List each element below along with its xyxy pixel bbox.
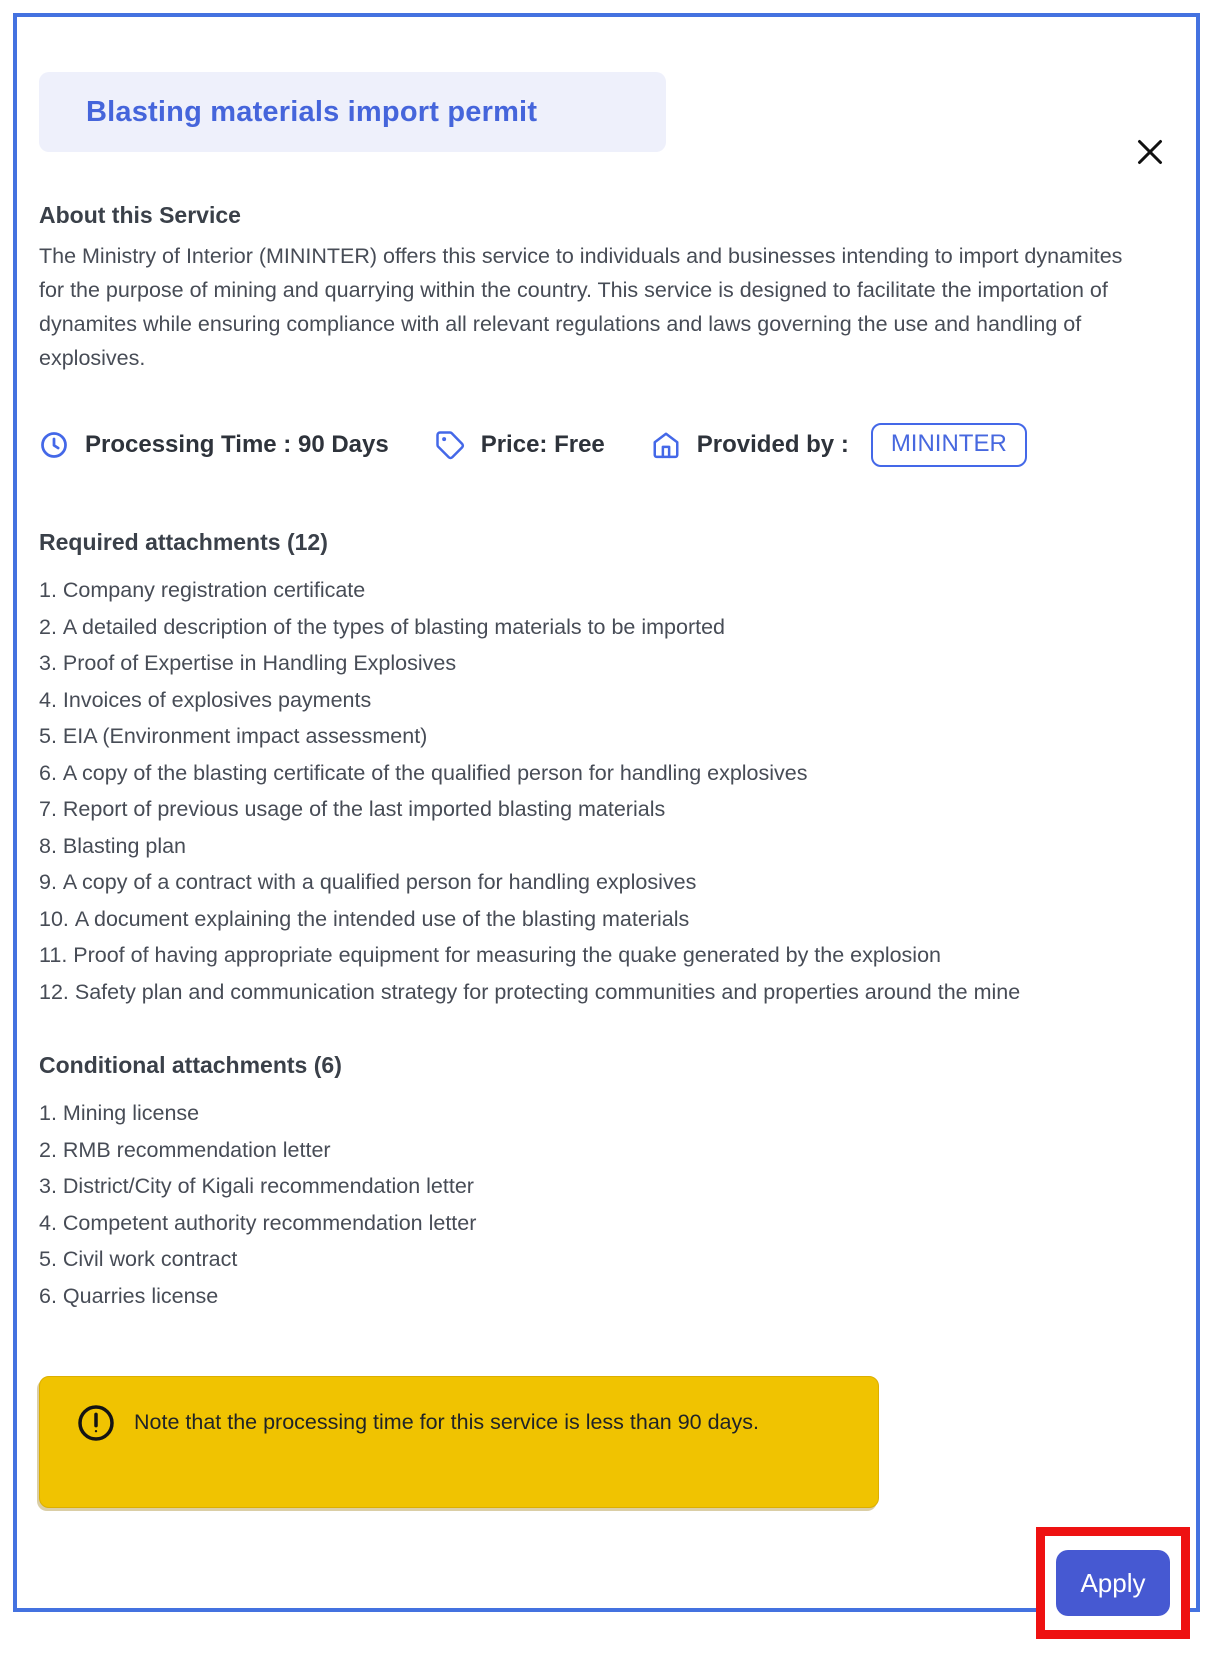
conditional-attachments-list: [39, 1095, 1174, 1314]
conditional-attachments-heading: Conditional attachments (6): [39, 1052, 342, 1078]
attachment-list-item: 8. Blasting plan: [39, 828, 1129, 865]
attachment-list-item: 9. A copy of a contract with a qualified person for handling explosives: [39, 864, 1129, 901]
attachment-list-item: 4. Competent authority recommendation letter: [39, 1205, 1129, 1242]
attachment-list-item: 7. Report of previous usage of the last imported blasting materials: [39, 791, 1129, 828]
attachment-list-item: 10. A document explaining the intended use of the blasting materials: [39, 901, 1129, 938]
attachment-list-item: 2. RMB recommendation letter: [39, 1132, 1129, 1169]
alert-icon: [76, 1403, 116, 1443]
attachment-list-item: 4. Invoices of explosives payments: [39, 682, 1129, 719]
home-icon: [651, 430, 681, 460]
apply-button[interactable]: Apply: [1056, 1550, 1170, 1616]
price-tag-icon: [435, 430, 465, 460]
close-icon: [1132, 134, 1168, 170]
clock-icon: [39, 430, 69, 460]
attachment-list-item: 6. A copy of the blasting certificate of the qualified person for handling explosives: [39, 755, 1129, 792]
close-button[interactable]: [1128, 130, 1172, 174]
about-section: [39, 202, 1174, 375]
attachment-list-item: 5. EIA (Environment impact assessment): [39, 718, 1129, 755]
service-details-dialog: [13, 13, 1200, 1612]
attachment-list-item: 12. Safety plan and communication strategy for protecting communities and properties around the mine: [39, 974, 1129, 1011]
about-heading: About this Service: [39, 202, 241, 228]
attachment-list-item: 6. Quarries license: [39, 1278, 1129, 1315]
dialog-content: [17, 72, 1196, 1663]
attachment-list-item: 11. Proof of having appropriate equipment for measuring the quake generated by the explosion: [39, 937, 1129, 974]
conditional-attachments-section: [39, 1052, 1174, 1314]
required-attachments-section: [39, 529, 1174, 1010]
processing-time-label: Processing Time : 90 Days: [85, 431, 389, 458]
attachment-list-item: 3. Proof of Expertise in Handling Explosives: [39, 645, 1129, 682]
note-text: Note that the processing time for this service is less than 90 days.: [134, 1410, 759, 1434]
price-item: [435, 430, 605, 460]
provided-by-item: [651, 423, 1027, 467]
attachment-list-item: 1. Mining license: [39, 1095, 1129, 1132]
about-body: The Ministry of Interior (MININTER) offers this service to individuals and businesses intending to import dynamites for the purpose of mining and quarrying within the country. This service is designed to facilitate the importation of dynamites while ensuring compliance with all relevant regulations and laws governing the use and handling of explosives.: [39, 244, 1123, 370]
attachment-list-item: 1. Company registration certificate: [39, 572, 1129, 609]
attachment-list-item: 5. Civil work contract: [39, 1241, 1129, 1278]
processing-time-item: [39, 430, 389, 460]
price-label: Price: Free: [480, 431, 605, 458]
required-attachments-heading: Required attachments (12): [39, 529, 328, 555]
provided-by-label: Provided by :: [696, 431, 849, 458]
attachment-list-item: 2. A detailed description of the types of blasting materials to be imported: [39, 609, 1129, 646]
attachment-list-item: 3. District/City of Kigali recommendation letter: [39, 1168, 1129, 1205]
processing-time-note: [39, 1376, 879, 1508]
page-title: Blasting materials import permit: [86, 95, 538, 128]
provider-badge[interactable]: MININTER: [871, 423, 1027, 467]
annotation-highlight-box: [1036, 1527, 1190, 1639]
required-attachments-list: [39, 572, 1174, 1010]
dialog-title-banner: [39, 72, 666, 152]
service-meta-row: [39, 423, 1174, 467]
